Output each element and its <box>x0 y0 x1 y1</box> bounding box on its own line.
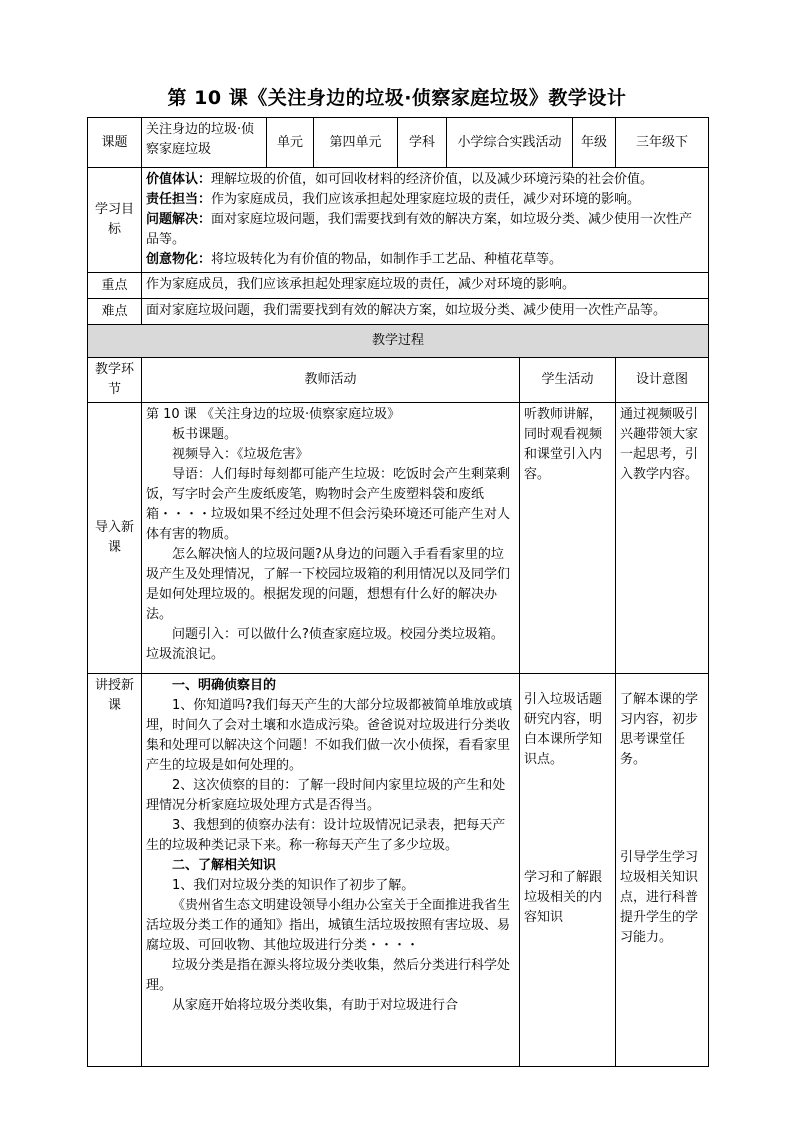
difficulty-text: 面对家庭垃圾问题，我们需要找到有效的解决方案，如垃圾分类、减少使用一次性产品等。 <box>142 299 709 325</box>
objective-item: 创意物化：将垃圾转化为有价值的物品，如制作手工艺品、种植花草等。 <box>146 252 563 267</box>
lesson-value: 关注身边的垃圾·侦察家庭垃圾 <box>142 118 267 168</box>
col-student-header: 学生活动 <box>520 358 616 403</box>
objective-item: 价值体认：理解垃圾的价值，如可回收材料的经济价值，以及减少环境污染的社会价值。 <box>146 172 654 187</box>
grade-value: 三年级下 <box>616 118 709 168</box>
intro-intent: 通过视频吸引兴趣带领大家一起思考，引入教学内容。 <box>616 403 709 674</box>
intro-student: 听教师讲解，同时观看视频和课堂引入内容。 <box>520 403 616 674</box>
col-stage-header: 教学环节 <box>88 358 142 403</box>
intro-stage: 导入新课 <box>88 403 142 674</box>
lecture-teacher: 一、明确侦察目的 1、你知道吗?我们每天产生的大部分垃圾都被简单堆放或填埋，时间久了会对土壤和水造成污染。爸爸说对垃圾进行分类收集和处理可以解决这个问题！不如我们做一次小侦探，看看家里产生的垃圾是如何处理的。 2、这次侦察的目的：了解一段时间内家里垃圾的产生和处理情况分析家庭垃圾处理方式是否得当。 3、我想到的侦察办法有：设计垃圾情况记录表，把每天产生的垃圾种类记录下来。称一称每天产生了多少垃圾。 二、了解相关知识 1、我们对垃圾分类的知识作了初步了解。 《贵州省生态文明建设领导小组办公室关于全面推进我省生活垃圾分类工作的通知》指出，城镇生活垃圾按照有害垃圾、易腐垃圾、可回收物、其他垃圾进行分类・・・・ 垃圾分类是指在源头将垃圾分类收集，然后分类进行科学处理。 从家庭开始将垃圾分类收集，有助于对垃圾进行合 <box>142 674 520 1067</box>
difficulty-label: 难点 <box>88 299 142 325</box>
page-title: 第 10 课《关注身边的垃圾·侦察家庭垃圾》教学设计 <box>167 87 627 109</box>
lecture-stage: 讲授新课 <box>88 674 142 1067</box>
col-intent-header: 设计意图 <box>616 358 709 403</box>
key-point-label: 重点 <box>88 273 142 299</box>
subject-label: 学科 <box>398 118 447 168</box>
key-point-text: 作为家庭成员，我们应该承担起处理家庭垃圾的责任，减少对环境的影响。 <box>142 273 709 299</box>
objectives-content <box>142 168 709 273</box>
subject-value: 小学综合实践活动 <box>447 118 573 168</box>
lesson-label: 课题 <box>88 118 142 168</box>
objective-item: 问题解决：面对家庭垃圾问题，我们需要找到有效的解决方案，如垃圾分类、减少使用一次性产品等。 <box>146 212 693 247</box>
objective-item: 责任担当：作为家庭成员，我们应该承担起处理家庭垃圾的责任，减少对环境的影响。 <box>146 192 641 207</box>
process-header: 教学过程 <box>88 325 709 358</box>
lesson-plan-table <box>87 117 709 1067</box>
intro-teacher: 第 10 课 《关注身边的垃圾·侦察家庭垃圾》 板书课题。 视频导入：《垃圾危害》 导语：人们每时每刻都可能产生垃圾：吃饭时会产生剩菜剩饭，写字时会产生废纸废笔，购物时会产生废塑料袋和废纸箱・・・・垃圾如果不经过处理不但会污染环境还可能产生对人体有害的物质。 怎么解决恼人的垃圾问题?从身边的问题入手看看家里的垃圾产生及处理情况，了解一下校园垃圾箱的利用情况以及同学们是如何处理垃圾的。根据发现的问题，想想有什么好的解决办法。 问题引入：可以做什么?侦查家庭垃圾。校园分类垃圾箱。垃圾流浪记。 <box>142 403 520 674</box>
lecture-student: 引入垃圾话题研究内容，明白本课所学知识点。 学习和了解跟垃圾相关的内容知识 <box>520 674 616 1067</box>
objectives-label: 学习目标 <box>88 168 142 273</box>
unit-value: 第四单元 <box>314 118 398 168</box>
lecture-intent: 了解本课的学习内容，初步思考课堂任务。 引导学生学习垃圾相关知识点，进行科普提升学生的学习能力。 <box>616 674 709 1067</box>
unit-label: 单元 <box>267 118 314 168</box>
col-teacher-header: 教师活动 <box>142 358 520 403</box>
grade-label: 年级 <box>573 118 616 168</box>
